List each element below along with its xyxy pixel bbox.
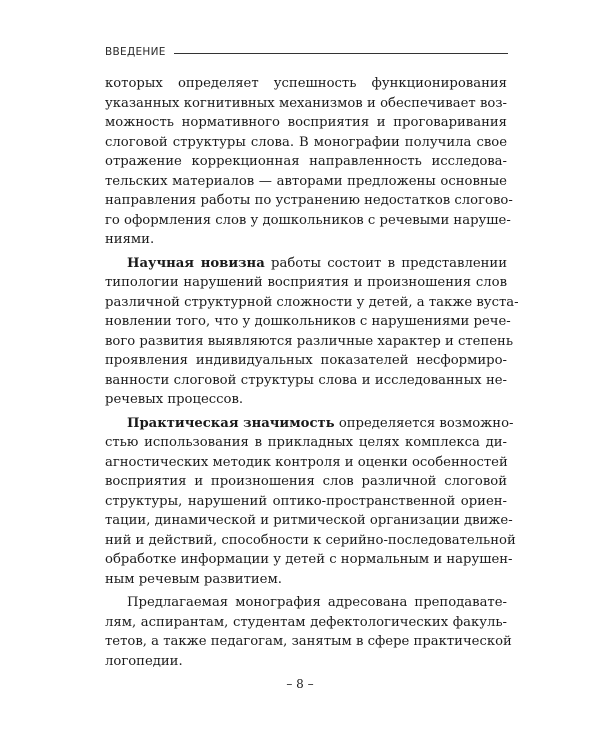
header-rule xyxy=(174,53,508,54)
paragraph-scientific-novelty xyxy=(105,254,519,410)
text-line: го оформления слов у дошкольников с речевыми наруше- xyxy=(105,212,511,228)
text-line: лям, аспирантам, студентам дефектологических факуль- xyxy=(105,614,507,630)
body-text xyxy=(105,74,519,671)
text-line: слоговой структуры слова. В монографии получила свое xyxy=(105,134,507,150)
text-line: которых определяет успешность функционирования xyxy=(105,76,507,91)
running-header xyxy=(105,46,508,58)
text-line: указанных когнитивных механизмов и обеспечивает воз- xyxy=(105,95,507,111)
text-line: речевых процессов. xyxy=(105,392,244,407)
section-title: ВВЕДЕНИЕ xyxy=(105,46,166,58)
text-line: структуры, нарушений оптико-пространственной ориен- xyxy=(105,493,507,509)
paragraph-lead: Практическая значимость xyxy=(127,415,335,431)
text-line-rest: определяется возможно- xyxy=(334,415,514,431)
text-line: тетов, а также педагогам, занятым в сфере практической xyxy=(105,634,512,649)
text-line-rest: работы состоит в представлении xyxy=(264,255,507,271)
text-line: стью использования в прикладных целях комплекса ди- xyxy=(105,435,507,450)
text-line: ниями. xyxy=(105,232,155,247)
text-line: тельских материалов — авторами предложены основные xyxy=(105,173,507,189)
text-line: ным речевым развитием. xyxy=(105,571,282,587)
text-line: восприятия и произношения слов различной слоговой xyxy=(105,474,507,489)
paragraph-1 xyxy=(105,74,513,250)
text-line: отражение коррекционная направленность исследова- xyxy=(105,154,507,169)
text-line: различной структурной сложности у детей, а также вуста- xyxy=(105,294,519,310)
text-line: обработке информации у детей с нормальным и нарушен- xyxy=(105,552,513,567)
text-line xyxy=(105,414,514,434)
text-line: проявления индивидуальных показателей несформиро- xyxy=(105,353,507,368)
text-line: можность нормативного восприятия и проговаривания xyxy=(105,115,507,130)
page-number: – 8 – xyxy=(286,677,314,691)
text-line: Предлагаемая монография адресована преподавате- xyxy=(127,595,507,610)
text-line xyxy=(105,254,507,274)
text-line: направления работы по устранению недостатков слогово- xyxy=(105,193,513,208)
text-line: типологии нарушений восприятия и произношения слов xyxy=(105,275,507,290)
text-line: тации, динамической и ритмической организации движе- xyxy=(105,513,513,528)
text-line: новлении того, что у дошкольников с нарушениями рече- xyxy=(105,314,511,329)
paragraph-audience xyxy=(105,593,512,671)
text-line: логопедии. xyxy=(105,653,183,669)
text-line: ний и действий, способности к серийно-последовательной xyxy=(105,532,516,548)
paragraph-practical-significance xyxy=(105,414,516,590)
text-line: агностических методик контроля и оценки особенностей xyxy=(105,454,508,470)
paragraph-lead: Научная новизна xyxy=(127,255,265,271)
text-line: ванности слоговой структуры слова и исследованных не- xyxy=(105,372,507,388)
text-line: вого развития выявляются различные характер и степень xyxy=(105,333,514,349)
